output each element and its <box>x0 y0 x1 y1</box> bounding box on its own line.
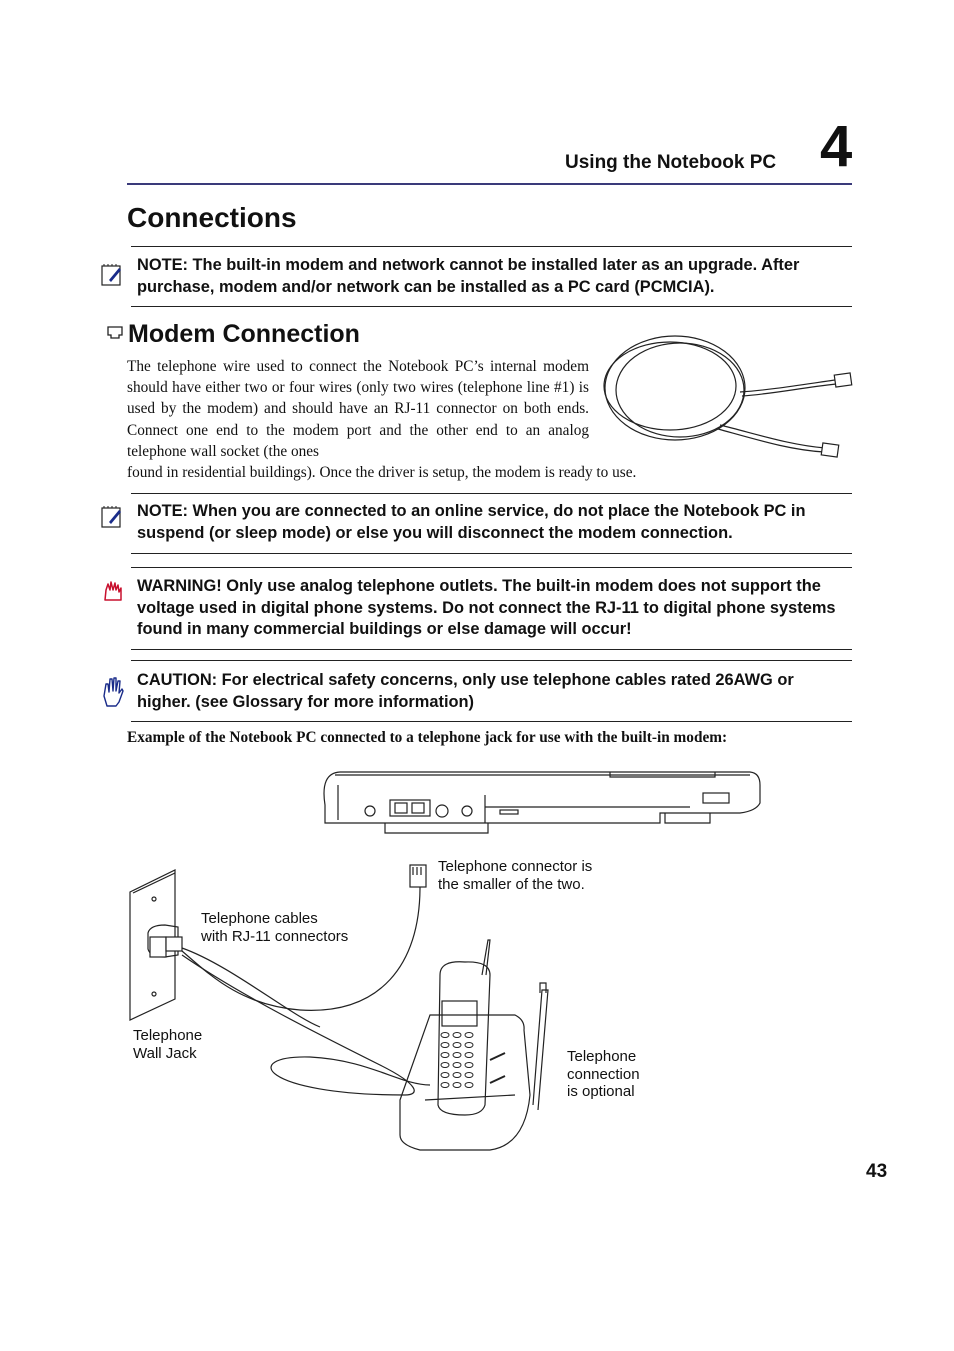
caution-hand-icon <box>101 676 125 708</box>
note-bottom-rule <box>131 306 852 307</box>
connection-diagram <box>120 765 780 1155</box>
example-caption: Example of the Notebook PC connected to a telephone jack for use with the built-in modem: <box>127 729 728 746</box>
warning-text: WARNING! Only use analog telephone outlets. The built-in modem does not support the voltage used in digital phone systems. Do not connect the RJ-11 to digital phone systems found in many commercial buildings or else damage will occur! <box>137 577 836 638</box>
page-number: 43 <box>866 1161 888 1182</box>
caution-text: CAUTION: For electrical safety concerns, only use telephone cables rated 26AWG or higher. (see Glossary for more information) <box>137 671 794 711</box>
label-connector-note: Telephone connector is the smaller of the two. <box>438 858 593 893</box>
note-pad-icon <box>100 262 124 288</box>
note-pad-icon <box>100 504 124 530</box>
modem-port-icon <box>106 325 124 341</box>
note-top-rule <box>131 493 852 494</box>
note-text: NOTE: When you are connected to an online service, do not place the Notebook PC in suspend (or sleep mode) or else you will disconnect the modem connection. <box>137 502 806 542</box>
warning-bottom-rule <box>131 649 852 650</box>
notebook-pc-side-view <box>324 772 760 833</box>
page-title: Connections <box>127 202 297 233</box>
header-rule <box>127 183 852 185</box>
note-text: NOTE: The built-in modem and network cannot be installed later as an upgrade. After purchase, modem and/or network can be installed as a PC card (PCMCIA). <box>137 256 800 296</box>
warning-hand-icon <box>101 578 125 604</box>
section-title: Modem Connection <box>128 320 360 348</box>
label-telephone-cables: Telephone cables with RJ-11 connectors <box>201 910 349 945</box>
label-connection-optional: Telephone connection is optional <box>567 1048 640 1100</box>
running-header-title: Using the Notebook PC <box>565 152 777 173</box>
telephone-wall-jack <box>130 870 182 1020</box>
coiled-cable-illustration <box>600 330 860 465</box>
body-paragraph: The telephone wire used to connect the Notebook PC’s internal modem should have either two or four wires (only two wires (telephone line #1) is used by the modem) and should have an RJ-11 connector on both ends. Connect one end to the modem port and the other end to an analog telephone wall socket (the ones <box>127 358 589 460</box>
chapter-number: 4 <box>820 114 853 179</box>
caution-bottom-rule <box>131 721 852 722</box>
note-bottom-rule <box>131 553 852 554</box>
note-top-rule <box>131 246 852 247</box>
caution-top-rule <box>131 660 852 661</box>
warning-top-rule <box>131 567 852 568</box>
body-paragraph-last-line: found in residential buildings). Once the driver is setup, the modem is ready to use. <box>127 464 637 481</box>
label-wall-jack: Telephone Wall Jack <box>133 1027 203 1062</box>
cordless-phone <box>400 940 548 1150</box>
